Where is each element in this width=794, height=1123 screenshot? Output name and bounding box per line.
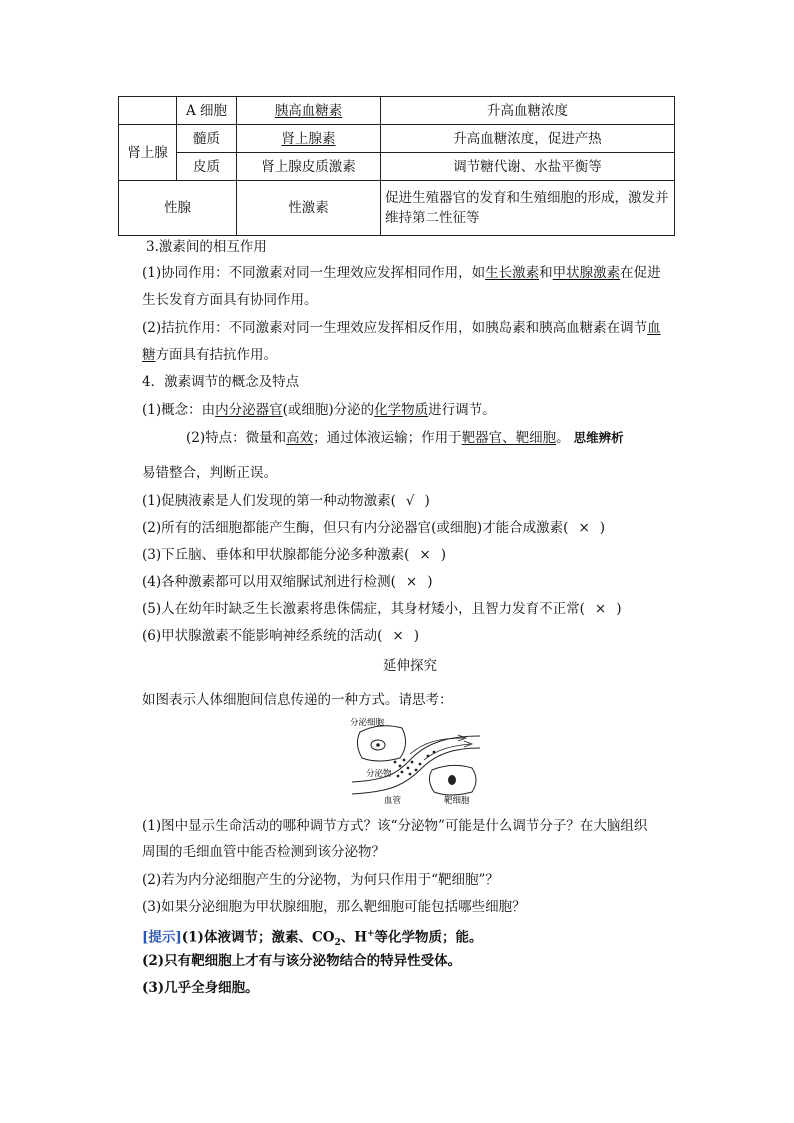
table-cell: 髓质 — [177, 125, 237, 153]
hint-label: [提示] — [142, 929, 182, 946]
section-title: 4．激素调节的概念及特点 — [142, 374, 300, 390]
hormone-name: 肾上腺素 — [281, 130, 336, 147]
answer: [提示](1)体液调节；激素、$CO_2$、H+等化学物质；能。 — [142, 929, 483, 949]
question-cont: 周围的毛细血管中能否检测到该分泌物？ — [142, 844, 385, 860]
table-cell: 促进生殖器官的发育和生殖细胞的形成，激发并维持第二性征等 — [381, 181, 675, 236]
label-vessel: 血管 — [384, 796, 402, 806]
judge-item: (6)甲状腺激素不能影响神经系统的活动( × ) — [142, 628, 419, 644]
secretory-cell-shape — [357, 726, 405, 761]
judge-item: (1)促胰液素是人们发现的第一种动物激素( √ ) — [142, 493, 430, 509]
judge-item: (2)所有的活细胞都能产生酶，但只有内分泌器官(或细胞)才能合成激素( × ) — [142, 520, 606, 536]
label-secretion: 分泌物 — [366, 769, 392, 779]
table-cell — [119, 97, 177, 125]
question: (2)若为内分泌细胞产生的分泌物，为何只作用于“靶细胞”？ — [142, 872, 499, 888]
table-cell: 性腺 — [119, 181, 237, 236]
judge-item: (3)下丘脑、垂体和甲状腺都能分泌多种激素( × ) — [142, 547, 446, 563]
label-target-cell: 靶细胞 — [444, 796, 470, 806]
hormone-table — [118, 96, 675, 236]
table-row — [119, 153, 675, 181]
paragraph: (1)协同作用：不同激素对同一生理效应发挥相同作用，如生长激素和甲状腺激素在促进 — [142, 265, 661, 281]
section-title: 3.激素间的相互作用 — [146, 239, 267, 255]
paragraph: (1)概念：由内分泌器官(或细胞)分泌的化学物质进行调节。 — [142, 402, 496, 418]
judge-intro: 易错整合，判断正误。 — [142, 465, 277, 481]
secretion-dots — [394, 751, 436, 778]
label-secretory-cell: 分泌细胞 — [350, 718, 385, 728]
answer: (3)几乎全身细胞。 — [142, 980, 259, 996]
paragraph: (2)特点：微量和高效；通过体液运输；作用于靶器官、靶细胞。 思维辨析 — [186, 430, 624, 446]
judge-item: (4)各种激素都可以用双缩脲试剂进行检测( × ) — [142, 574, 433, 590]
table-cell: 性激素 — [237, 181, 381, 236]
table-cell: 调节糖代谢、水盐平衡等 — [381, 153, 675, 181]
table-cell: 肾上腺皮质激素 — [237, 153, 381, 181]
table-cell — [237, 125, 381, 153]
question: (3)如果分泌细胞为甲状腺细胞，那么靶细胞可能包括哪些细胞？ — [142, 899, 526, 915]
explore-intro: 如图表示人体细胞间信息传递的一种方式。请思考： — [142, 692, 453, 708]
judge-item: (5)人在幼年时缺乏生长激素将患侏儒症，其身材矮小，且智力发育不正常( × ) — [142, 601, 622, 617]
section-tag: 思维辨析 — [573, 430, 624, 445]
section-title: 延伸探究 — [383, 658, 437, 674]
table-cell: A 细胞 — [177, 97, 237, 125]
question: (1)图中显示生命活动的哪种调节方式？该“分泌物”可能是什么调节分子？在大脑组织 — [142, 818, 648, 834]
table-row — [119, 181, 675, 236]
paragraph: (2)拮抗作用：不同激素对同一生理效应发挥相反作用，如胰岛素和胰高血糖素在调节血 — [142, 320, 661, 336]
table-cell: 升高血糖浓度，促进产热 — [381, 125, 675, 153]
table-cell: 皮质 — [177, 153, 237, 181]
table-row — [119, 125, 675, 153]
table-cell: 肾上腺 — [119, 125, 177, 181]
paragraph-cont: 糖方面具有拮抗作用。 — [142, 347, 277, 363]
answer: (2)只有靶细胞上才有与该分泌物结合的特异性受体。 — [142, 953, 462, 969]
table-row — [119, 97, 675, 125]
paragraph-cont: 生长发育方面具有协同作用。 — [142, 292, 318, 308]
hormone-name: 胰高血糖素 — [274, 102, 343, 119]
table-cell: 升高血糖浓度 — [381, 97, 675, 125]
table-cell — [237, 97, 381, 125]
cell-signaling-figure — [340, 714, 490, 806]
